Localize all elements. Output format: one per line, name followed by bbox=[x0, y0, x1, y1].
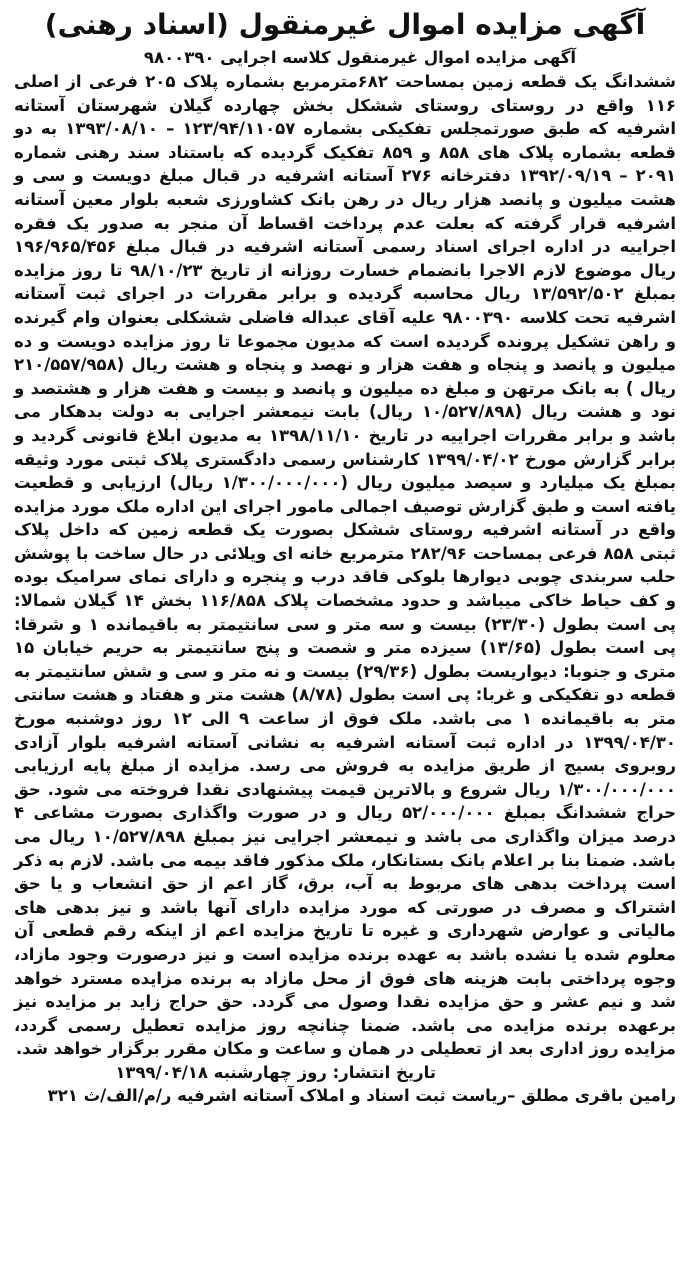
signature-line: رامین باقری مطلق –ریاست ثبت اسناد و املاک آستانه اشرفیه ر/م/الف/ث ۳۲۱ bbox=[47, 1085, 676, 1105]
notice-title: آگهی مزایده اموال غیرمنقول (اسناد رهنی) bbox=[44, 8, 646, 41]
notice-body: ششدانگ یک قطعه زمین بمساحت ۶۸۲مترمربع بشماره پلاک ۲۰۵ فرعی از اصلی ۱۱۶ واقع در روستای روستای ششکل بخش چهارده گیلان شهرستان آستانه اشرفیه که طبق صورتمجلس تفکیکی بشماره ۱۲۳/۹۴/۱۱۰۵۷ – ۱۳۹۳/۰۸/۱۰ به دو قطعه بشماره پلاک های ۸۵۸ و ۸۵۹ تفکیک گردیده که باستناد سند رهنی شماره ۲۰۹۱ – ۱۳۹۲/۰۹/۱۹ دفترخانه ۲۷۶ آستانه اشرفیه در قبال مبلغ دویست و سی و هشت میلیون و پانصد هزار ریال در رهن بانک کشاورزی شعبه بلوار معین آستانه اشرفیه قرار گرفته که بعلت عدم پرداخت اقساط آن منجر به صدور یک فقره اجراییه در اداره اجرای اسناد رسمی آستانه اشرفیه در قبال مبلغ ۱۹۶/۹۶۵/۴۵۶ ریال موضوع لازم الاجرا بانضمام خسارت روزانه از تاریخ ۹۸/۱۰/۲۳ تا روز مزایده بمبلغ ۱۳/۵۹۲/۵۰۲ ریال محاسبه گردیده و برابر مقررات در اجرای ثبت آستانه اشرفیه تحت کلاسه ۹۸۰۰۳۹۰ علیه آقای عبداله فاضلی ششکلی بعنوان وام گیرنده و راهن تشکیل پرونده گردیده است که مدیون مجموعا تا روز مزایده دویست و ده میلیون و پانصد و پنجاه و هفت هزار و نهصد و پنجاه و هشت ریال (۲۱۰/۵۵۷/۹۵۸ ریال ) به بانک مرتهن و مبلغ ده میلیون و پانصد و بیست و هفت هزار و هشتصد و نود و هشت ریال (۱۰/۵۲۷/۸۹۸ ریال) بابت نیمعشر اجرایی به دولت بدهکار می باشد و برابر مقررات اجراییه در تاریخ ۱۳۹۸/۱۱/۱۰ به مدیون ابلاغ قانونی گردید و برابر گزارش مورخ ۱۳۹۹/۰۴/۰۲ کارشناس رسمی دادگستری پلاک ثبتی مورد وثیقه بمبلغ یک میلیارد و سیصد میلیون ریال (۱/۳۰۰/۰۰۰/۰۰۰ ریال) ارزیابی و قطعیت یافته است و طبق گزارش توصیف اجمالی مامور اجرای این اداره ملک مورد مزایده واقع در آستانه اشرفیه روستای ششکل بصورت یک قطعه زمین که داخل پلاک ثبتی ۸۵۸ فرعی بمساحت ۲۸۲/۹۶ مترمربع خانه ای ویلائی در حال ساخت با پوشش حلب سربندی چوبی دیوارها بلوکی فاقد درب و پنجره و دارای نمای سرامیک بوده و کف حیاط خاکی میباشد و حدود مشخصات پلاک ۱۱۶/۸۵۸ بخش ۱۴ گیلان شمالا: پی است بطول (۲۳/۳۰) بیست و سه متر و سی سانتیمتر به باقیمانده ۱ و شرقا: پی است بطول (۱۳/۶۵) سیزده متر و شصت و پنج سانتیمتر به حریم خیابان ۱۵ متری و جنوبا: دیواریست بطول (۲۹/۳۶) بیست و نه متر و سی و شش سانتیمتر به قطعه دو تفکیکی و غربا: پی است بطول (۸/۷۸) هشت متر و هفتاد و هشت سانتی متر به باقیمانده ۱ می باشد. ملک فوق از ساعت ۹ الی ۱۲ روز دوشنبه مورخ ۱۳۹۹/۰۴/۳۰ در اداره ثبت آستانه اشرفیه به نشانی آستانه اشرفیه بلوار آزادی روبروی بسیج از طریق مزایده به فروش می رسد. مزایده از مبلغ پایه ارزیابی ۱/۳۰۰/۰۰۰/۰۰۰ ریال شروع و بالاترین قیمت پیشنهادی نقدا فروخته می شود. حق حراج ششدانگ بمبلغ ۵۲/۰۰۰/۰۰۰ ریال و در صورت واگذاری بصورت مشاعی ۴ درصد میزان واگذاری می باشد و نیمعشر اجرایی نیز بمبلغ ۱۰/۵۲۷/۸۹۸ ریال می باشد. ضمنا بنا بر اعلام بانک بستانکار، ملک مذکور فاقد بیمه می باشد. لازم به ذکر است پرداخت بدهی های مربوط به آب، برق، گاز اعم از حق انشعاب و یا حق اشتراک و مصرف در صورتی که مورد مزایده دارای آنها باشد و نیز بدهی های مالیاتی و عوارض شهرداری و غیره تا تاریخ مزایده اعم از اینکه رقم قطعی آن معلوم شده یا نشده باشد به عهده برنده مزایده است و نیز درصورت وجود مازاد، وجوه پرداختی بابت هزینه های فوق از محل مازاد به برنده مزایده مسترد خواهد شد و نیم عشر و حق مزایده نقدا وصول می گردد. حق حراج زاید بر مزایده نیز برعهده برنده مزایده می باشد. ضمنا چنانچه روز مزایده تعطیل رسمی گردد، مزایده روز اداری بعد از تعطیلی در همان و ساعت و مکان مقرر برگزار خواهد شد. bbox=[14, 72, 677, 1059]
publish-date: تاریخ انتشار: روز چهارشنبه ۱۳۹۹/۰۴/۱۸ bbox=[115, 1062, 436, 1082]
notice-intro: آگهی مزایده اموال غیرمنقول کلاسه اجرایی ۹۸۰۰۳۹۰ bbox=[143, 48, 576, 67]
